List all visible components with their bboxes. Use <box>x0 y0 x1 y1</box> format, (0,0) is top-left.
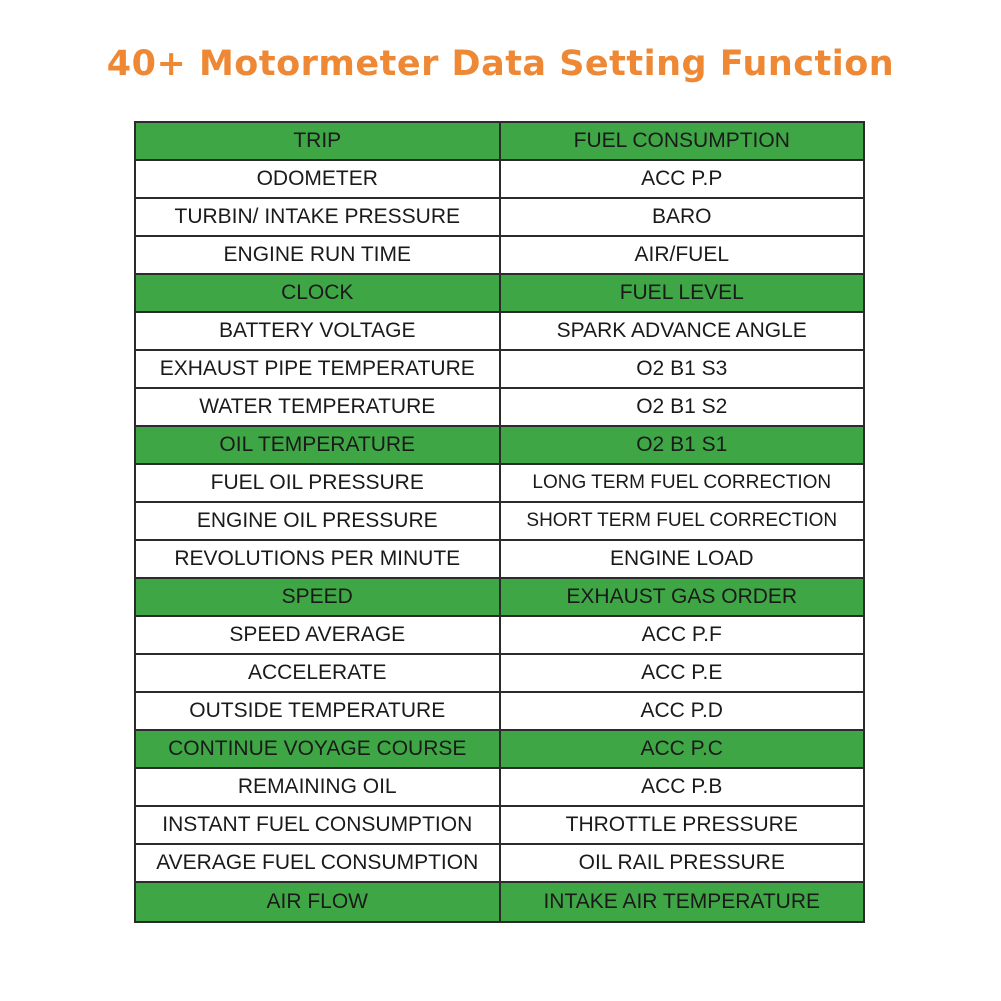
table-cell-left: REVOLUTIONS PER MINUTE <box>136 541 501 577</box>
table-cell-right: ACC P.C <box>501 731 864 767</box>
table-row <box>136 655 863 693</box>
table-cell-left: EXHAUST PIPE TEMPERATURE <box>136 351 501 387</box>
table-cell-left: OIL TEMPERATURE <box>136 427 501 463</box>
table-cell-right: INTAKE AIR TEMPERATURE <box>501 883 864 921</box>
table-row <box>136 465 863 503</box>
table-cell-right: ACC P.P <box>501 161 864 197</box>
table-cell-right: SPARK ADVANCE ANGLE <box>501 313 864 349</box>
table-cell-left: ODOMETER <box>136 161 501 197</box>
table-cell-left: CONTINUE VOYAGE COURSE <box>136 731 501 767</box>
table-cell-right: ACC P.D <box>501 693 864 729</box>
table-cell-left: TURBIN/ INTAKE PRESSURE <box>136 199 501 235</box>
table-cell-right: AIR/FUEL <box>501 237 864 273</box>
table-section-row <box>136 275 863 313</box>
table-section-row <box>136 427 863 465</box>
table-cell-right: ACC P.E <box>501 655 864 691</box>
table-cell-left: FUEL OIL PRESSURE <box>136 465 501 501</box>
table-cell-right: FUEL CONSUMPTION <box>501 123 864 159</box>
table-cell-right: EXHAUST GAS ORDER <box>501 579 864 615</box>
table-cell-left: INSTANT FUEL CONSUMPTION <box>136 807 501 843</box>
table-cell-left: AVERAGE FUEL CONSUMPTION <box>136 845 501 881</box>
table-cell-right: LONG TERM FUEL CORRECTION <box>501 465 864 501</box>
table-cell-left: OUTSIDE TEMPERATURE <box>136 693 501 729</box>
table-cell-left: SPEED AVERAGE <box>136 617 501 653</box>
table-cell-left: ENGINE RUN TIME <box>136 237 501 273</box>
table-row <box>136 617 863 655</box>
table-cell-left: CLOCK <box>136 275 501 311</box>
table-cell-right: O2 B1 S2 <box>501 389 864 425</box>
table-cell-left: TRIP <box>136 123 501 159</box>
table-cell-left: ENGINE OIL PRESSURE <box>136 503 501 539</box>
table-row <box>136 199 863 237</box>
function-table <box>134 121 865 923</box>
table-row <box>136 769 863 807</box>
table-cell-right: O2 B1 S1 <box>501 427 864 463</box>
table-cell-right: BARO <box>501 199 864 235</box>
table-row <box>136 845 863 883</box>
table-section-row <box>136 123 863 161</box>
table-row <box>136 541 863 579</box>
table-row <box>136 237 863 275</box>
table-row <box>136 351 863 389</box>
table-row <box>136 807 863 845</box>
table-cell-right: O2 B1 S3 <box>501 351 864 387</box>
table-section-row <box>136 731 863 769</box>
table-cell-left: SPEED <box>136 579 501 615</box>
table-cell-left: WATER TEMPERATURE <box>136 389 501 425</box>
table-row <box>136 161 863 199</box>
table-cell-right: OIL RAIL PRESSURE <box>501 845 864 881</box>
table-row <box>136 693 863 731</box>
table-row <box>136 313 863 351</box>
table-row <box>136 503 863 541</box>
table-cell-right: THROTTLE PRESSURE <box>501 807 864 843</box>
table-cell-right: ACC P.F <box>501 617 864 653</box>
table-cell-left: AIR FLOW <box>136 883 501 921</box>
table-cell-left: ACCELERATE <box>136 655 501 691</box>
table-cell-right: SHORT TERM FUEL CORRECTION <box>501 503 864 539</box>
table-section-row <box>136 579 863 617</box>
table-cell-right: ENGINE LOAD <box>501 541 864 577</box>
table-cell-left: BATTERY VOLTAGE <box>136 313 501 349</box>
page-title: 40+ Motormeter Data Setting Function <box>106 44 895 84</box>
table-section-row <box>136 883 863 921</box>
table-row <box>136 389 863 427</box>
table-cell-right: ACC P.B <box>501 769 864 805</box>
table-cell-left: REMAINING OIL <box>136 769 501 805</box>
table-cell-right: FUEL LEVEL <box>501 275 864 311</box>
